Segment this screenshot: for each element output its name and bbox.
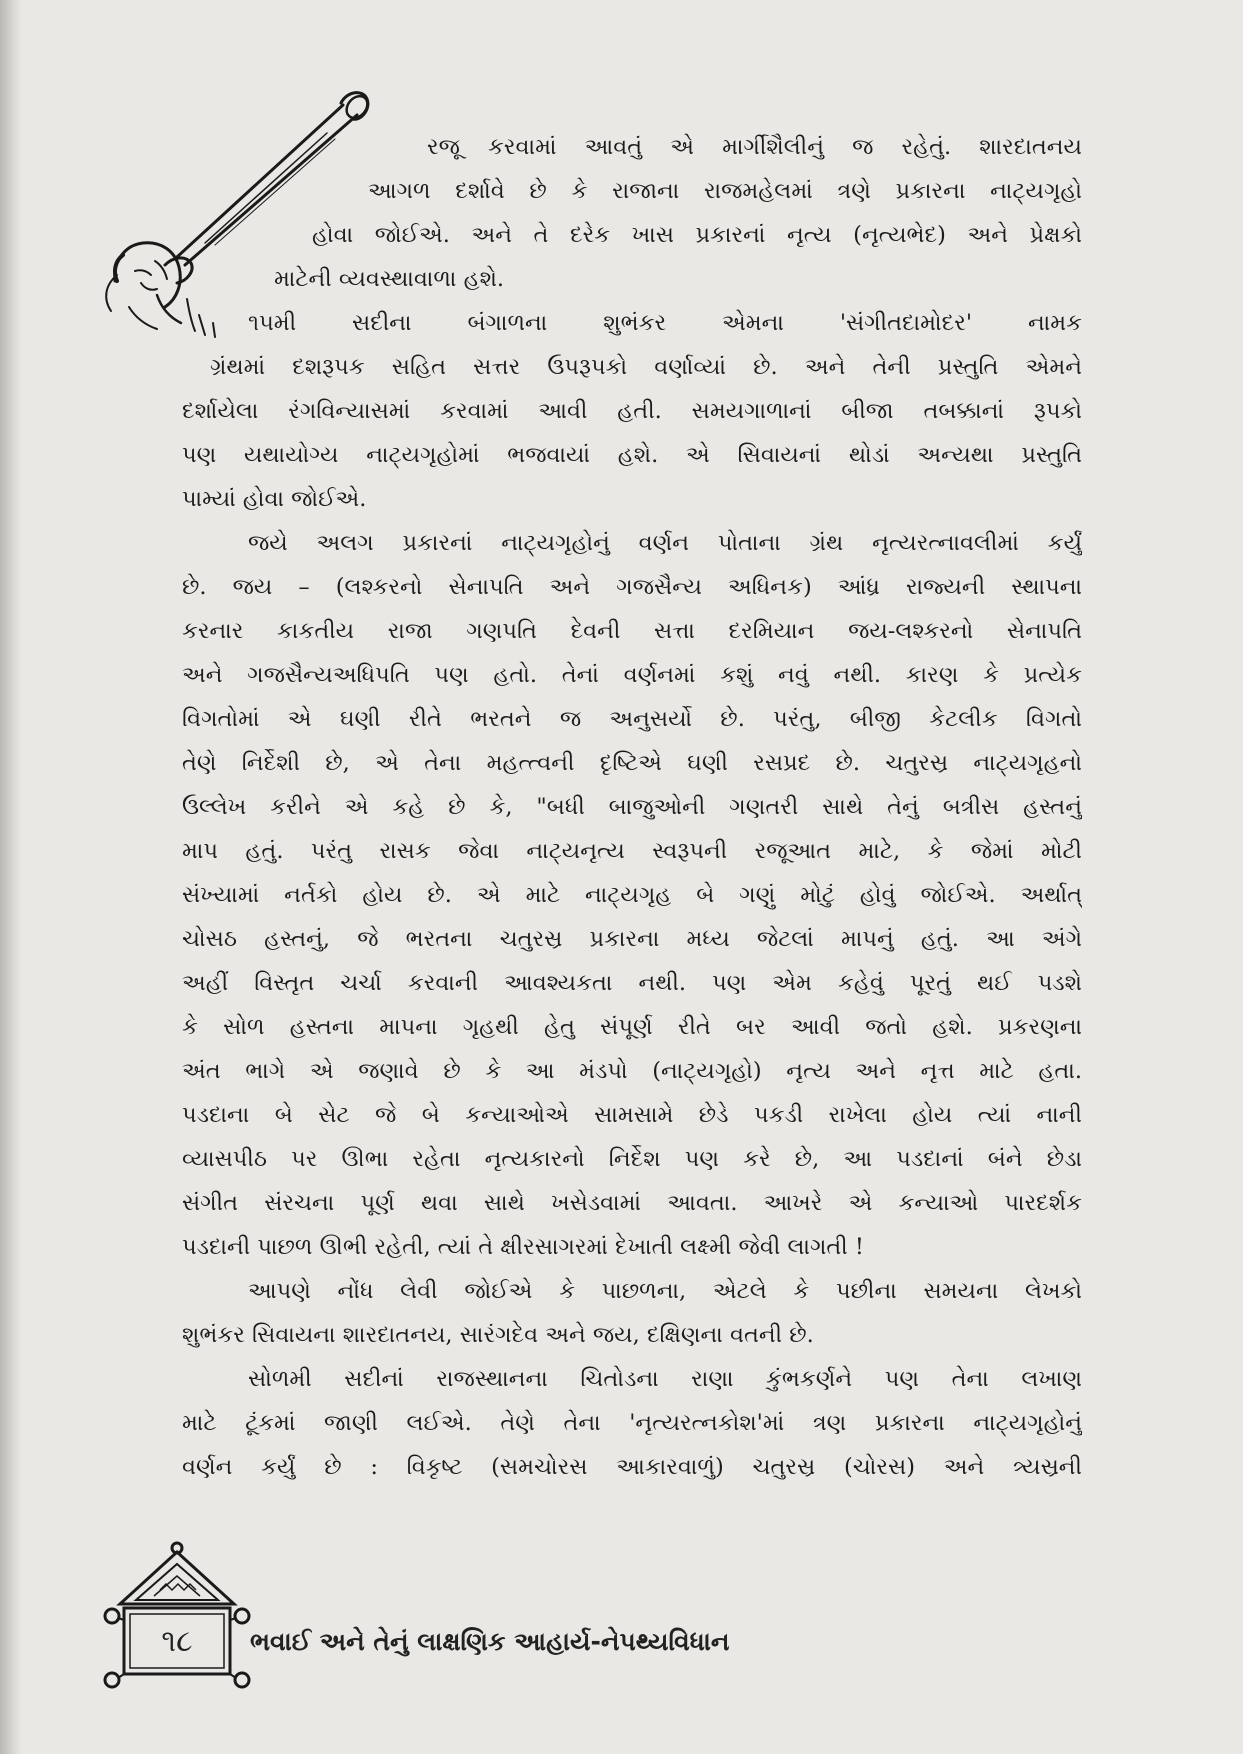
page-footer [102,1500,1002,1700]
text-line: છે. જય – (લશ્કરનો સેનાપતિ અને ગજસૈન્ય અધિનક) આંધ્ર રાજ્યની સ્થાપના [182,574,1082,600]
text-line: કરનાર કાકતીય રાજા ગણપતિ દેવની સત્તા દરમિયાન જય-લશ્કરનો સેનાપતિ [182,618,1082,644]
text-line: અને ગજસૈન્યઅધિપતિ પણ હતો. તેનાં વર્ણનમાં કશું નવું નથી. કારણ કે પ્રત્યેક [182,662,1082,688]
paragraph [182,125,1082,301]
text-line: માટેની વ્યવસ્થાવાળા હશે. [274,266,505,292]
text-line: ૧૫મી સદીના બંગાળના શુભંકર એમના 'સંગીતદામોદર' નામક [248,310,1082,336]
text-line: માપ હતું. પરંતુ રાસક જેવા નાટ્યનૃત્ય સ્વરૂપની રજૂઆત માટે, કે જેમાં મોટી [182,838,1082,864]
text-line: પામ્યાં હોવા જોઈએ. [182,486,367,512]
ornamental-emblem-icon [102,1500,252,1700]
body-text [182,125,1082,1489]
text-line: સોળમી સદીનાં રાજસ્થાનના ચિતોડના રાણા કુંભકર્ણને પણ તેના લખાણ [248,1366,1082,1392]
text-line: સંગીત સંરચના પૂર્ણ થવા સાથે ખસેડવામાં આવતા. આખરે એ કન્યાઓ પારદર્શક [182,1190,1082,1216]
text-line: ચોસઠ હસ્તનું, જે ભરતના ચતુરસ્ર પ્રકારના મધ્ય જેટલાં માપનું હતું. આ અંગે [182,926,1082,952]
text-line: રજૂ કરવામાં આવતું એ માર્ગીશૈલીનું જ રહેતું. શારદાતનય [427,134,1082,160]
paragraph [182,1357,1082,1489]
text-line: અહીં વિસ્તૃત ચર્ચા કરવાની આવશ્યકતા નથી. પણ એમ કહેવું પૂરતું થઈ પડશે [182,970,1082,996]
text-line: હોવા જોઈએ. અને તે દરેક ખાસ પ્રકારનાં નૃત્ય (નૃત્યભેદ) અને પ્રેક્ષકો [312,222,1082,248]
text-line: પણ યથાયોગ્ય નાટ્યગૃહોમાં ભજવાયાં હશે. એ સિવાયનાં થોડાં અન્યથા પ્રસ્તુતિ [182,442,1082,468]
text-line: સંખ્યામાં નર્તકો હોય છે. એ માટે નાટ્યગૃહ બે ગણું મોટું હોવું જોઈએ. અર્થાત્ [182,882,1082,908]
text-line: આપણે નોંધ લેવી જોઈએ કે પાછળના, એટલે કે પછીના સમયના લેખકો [248,1278,1082,1304]
text-line: આગળ દર્શાવે છે કે રાજાના રાજમહેલમાં ત્રણે પ્રકારના નાટ્યગૃહો [368,178,1082,204]
text-line: વિગતોમાં એ ઘણી રીતે ભરતને જ અનુસર્યો છે. પરંતુ, બીજી કેટલીક વિગતો [182,706,1082,732]
text-line: જયે અલગ પ્રકારનાં નાટ્યગૃહોનું વર્ણન પોતાના ગ્રંથ નૃત્યરત્નાવલીમાં કર્યું [248,530,1082,556]
text-line: વ્યાસપીઠ પર ઊભા રહેતા નૃત્યકારનો નિર્દેશ પણ કરે છે, આ પડદાનાં બંને છેડા [182,1146,1082,1172]
text-line: ઉલ્લેખ કરીને એ કહે છે કે, "બધી બાજુઓની ગણતરી સાથે તેનું બત્રીસ હસ્તનું [182,794,1082,820]
text-line: માટે ટૂંકમાં જાણી લઈએ. તેણે તેના 'નૃત્યરત્નકોશ'માં ત્રણ પ્રકારના નાટ્યગૃહોનું [182,1410,1082,1436]
text-line: દર્શાયેલા રંગવિન્યાસમાં કરવામાં આવી હતી. સમયગાળાનાં બીજા તબક્કાનાં રૂપકો [182,398,1082,424]
text-line: કે સોળ હસ્તના માપના ગૃહથી હેતુ સંપૂર્ણ રીતે બર આવી જતો હશે. પ્રકરણના [182,1014,1082,1040]
running-footer-title: ભવાઈ અને તેનું લાક્ષણિક આહાર્ય-નેપથ્યવિધાન [250,1627,730,1656]
text-line: તેણે નિર્દેશી છે, એ તેના મહત્ત્વની દૃષ્ટિએ ઘણી રસપ્રદ છે. ચતુરસ્ર નાટ્યગૃહનો [182,750,1082,776]
paragraph [182,301,1082,521]
paragraph [182,1269,1082,1357]
text-line: પડદાના બે સેટ જે બે કન્યાઓએ સામસામે છેડે પકડી રાખેલા હોય ત્યાં નાની [182,1102,1082,1128]
text-line: વર્ણન કર્યું છે : વિકૃષ્ટ (સમચોરસ આકારવાળું) ચતુરસ્ર (ચોરસ) અને ત્ર્યસ્રની [182,1454,1082,1480]
page-number: ૧૮ [161,1624,193,1659]
text-line: અંત ભાગે એ જણાવે છે કે આ મંડપો (નાટ્યગૃહો) નૃત્ય અને નૃત્ત માટે હતા. [182,1058,1082,1084]
text-line: પડદાની પાછળ ઊભી રહેતી, ત્યાં તે ક્ષીરસાગરમાં દેખાતી લક્ષ્મી જેવી લાગતી ! [182,1234,864,1260]
text-line: ગ્રંથમાં દશરૂપક સહિત સત્તર ઉપરૂપકો વર્ણાવ્યાં છે. અને તેની પ્રસ્તુતિ એમને [210,354,1082,380]
text-line: શુભંકર સિવાયના શારદાતનય, સારંગદેવ અને જય, દક્ષિણના વતની છે. [182,1322,814,1348]
paragraph [182,521,1082,1269]
